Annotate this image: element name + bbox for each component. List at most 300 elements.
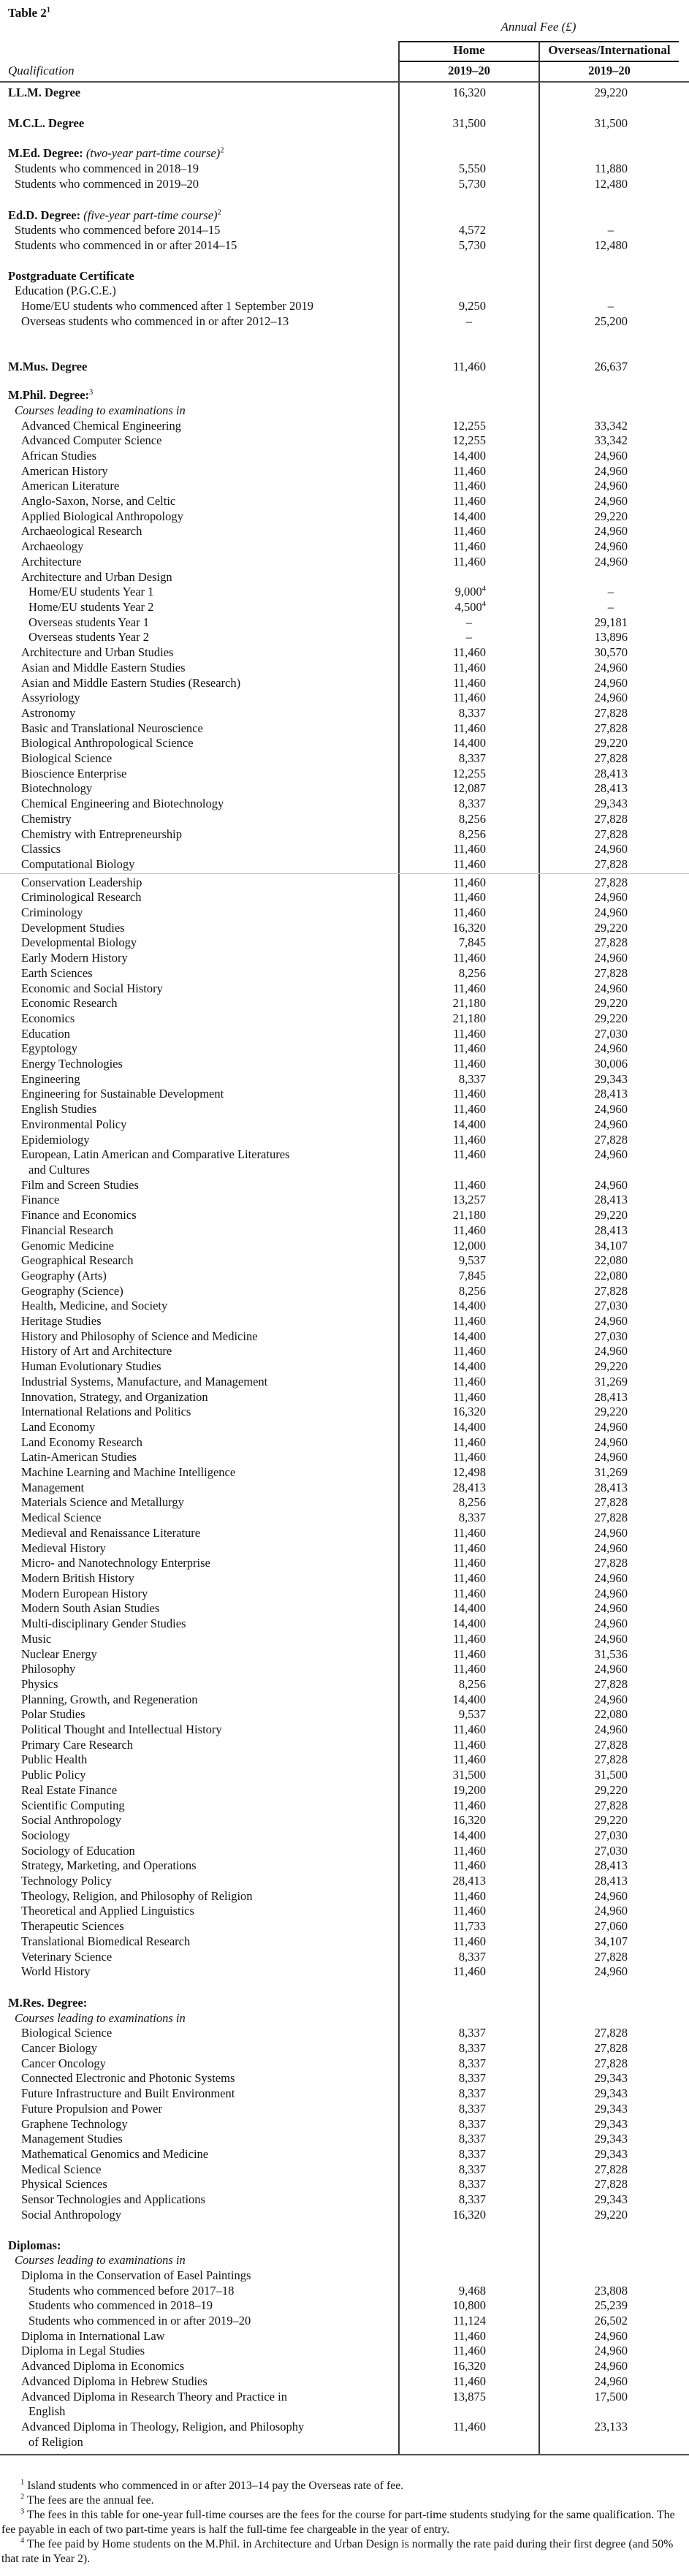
table-row xyxy=(0,269,689,284)
footnotes xyxy=(1,2479,688,2566)
overseas-fee-value: 29,220 xyxy=(594,1813,628,1828)
qualification-label: Students who commenced in 2018–19 xyxy=(15,162,199,176)
overseas-fee-cell xyxy=(538,1481,680,1496)
qualification-cell xyxy=(0,1133,399,1148)
overseas-fee-cell xyxy=(538,1495,680,1511)
qualification-label: World History xyxy=(21,1964,91,1979)
table-row xyxy=(0,2086,689,2102)
table-row xyxy=(0,1587,689,1602)
home-fee-value: – xyxy=(465,615,472,629)
overseas-fee-value: 27,828 xyxy=(594,1132,628,1147)
overseas-fee-value: 29,343 xyxy=(594,797,628,811)
qualification-label: Geographical Research xyxy=(21,1253,134,1268)
overseas-fee-cell xyxy=(538,857,680,873)
home-fee-value: 11,460 xyxy=(453,981,486,995)
qualification-label: Home/EU students Year 1 xyxy=(28,585,154,599)
table-row xyxy=(0,842,689,857)
home-fee-value: 11,460 xyxy=(453,2419,486,2433)
overseas-fee-cell xyxy=(538,1344,680,1359)
home-fee-cell xyxy=(399,1616,538,1632)
home-fee-cell xyxy=(399,966,538,981)
qualification-cell xyxy=(0,238,399,254)
qualification-label: Primary Care Research xyxy=(21,1737,134,1752)
table-row xyxy=(0,1828,689,1844)
overseas-fee-value: 27,030 xyxy=(594,1329,628,1343)
overseas-fee-value: 24,960 xyxy=(594,1314,628,1329)
home-fee-cell xyxy=(399,2192,538,2208)
qualification-cell xyxy=(0,1057,399,1072)
home-fee-value: 11,460 xyxy=(453,1737,486,1752)
home-fee-value: – xyxy=(465,630,472,645)
overseas-fee-cell xyxy=(538,1087,680,1102)
home-fee-cell xyxy=(399,767,538,782)
table-row xyxy=(0,1632,689,1647)
home-fee-cell xyxy=(399,781,538,797)
table-row xyxy=(0,2011,689,2026)
footnote-text: The fee paid by Home students on the M.Phil. in Architecture and Urban Design is normally the rate paid during their first degree (and 50% that rate in Year 2). xyxy=(1,2538,674,2565)
qualification-cell xyxy=(0,1117,399,1133)
home-fee-cell xyxy=(399,1934,538,1950)
table-row xyxy=(0,388,689,403)
overseas-fee-value: 29,220 xyxy=(594,736,628,751)
qualification-cell xyxy=(0,403,399,419)
qualification-cell xyxy=(0,2284,399,2299)
overseas-fee-value: 29,220 xyxy=(594,1208,628,1223)
overseas-fee-value: 23,808 xyxy=(594,2283,628,2298)
qualification-cell xyxy=(0,2177,399,2192)
overseas-fee-cell xyxy=(538,2329,680,2344)
table-row xyxy=(0,1344,689,1359)
home-fee-value: 12,255 xyxy=(452,433,486,448)
overseas-fee-cell xyxy=(538,1964,680,1980)
table-row xyxy=(0,1420,689,1435)
home-fee-cell xyxy=(399,1405,538,1420)
table-row xyxy=(0,314,689,330)
overseas-fee-cell xyxy=(538,1208,680,1223)
qualification-label: Chemical Engineering and Biotechnology xyxy=(21,797,224,811)
home-fee-cell xyxy=(399,1738,538,1753)
overseas-fee-cell xyxy=(538,1587,680,1602)
table-row xyxy=(0,1950,689,1965)
home-fee-value: 28,413 xyxy=(452,1480,486,1494)
home-fee-cell xyxy=(399,177,538,192)
qualification-label: Genomic Medicine xyxy=(21,1238,114,1253)
qualification-label: History of Art and Architecture xyxy=(21,1344,172,1359)
overseas-fee-value: 27,828 xyxy=(594,705,628,720)
table-row xyxy=(0,570,689,585)
table-row xyxy=(0,2344,689,2359)
home-fee-cell xyxy=(399,2026,538,2041)
home-fee-cell xyxy=(399,2208,538,2223)
table-row xyxy=(0,146,689,162)
home-fee-cell xyxy=(399,797,538,812)
overseas-fee-cell xyxy=(538,539,680,555)
overseas-fee-value: 24,960 xyxy=(594,1662,628,1676)
table-row xyxy=(0,2390,689,2420)
qualification-cell xyxy=(0,570,399,585)
qualification-cell xyxy=(0,2359,399,2374)
home-fee-value: 11,460 xyxy=(453,645,486,660)
qualification-cell xyxy=(0,1344,399,1359)
home-fee-cell xyxy=(399,1783,538,1798)
home-fee-cell xyxy=(399,1041,538,1057)
qualification-cell xyxy=(0,890,399,905)
qualification-cell xyxy=(0,1299,399,1314)
home-fee-cell xyxy=(399,751,538,767)
qualification-label: Asian and Middle Eastern Studies (Research) xyxy=(21,675,241,690)
home-fee-cell xyxy=(399,1511,538,1526)
qualification-cell xyxy=(0,661,399,676)
table-row xyxy=(0,1390,689,1405)
qualification-cell xyxy=(0,2147,399,2162)
qualification-label: Political Thought and Intellectual History xyxy=(21,1722,222,1737)
qualification-label: Students who commenced in 2019–20 xyxy=(15,176,199,191)
home-fee-cell xyxy=(399,2086,538,2102)
overseas-fee-value: 27,030 xyxy=(594,1828,628,1842)
home-fee-value: 11,460 xyxy=(453,1934,486,1948)
overseas-fee-cell xyxy=(538,2162,680,2178)
qualification-label: Sociology xyxy=(21,1828,70,1842)
overseas-fee-value: 28,413 xyxy=(594,766,628,780)
table-row xyxy=(0,1647,689,1663)
qualification-cell xyxy=(0,1329,399,1345)
overseas-fee-cell xyxy=(538,1692,680,1708)
home-fee-cell xyxy=(399,951,538,966)
home-fee-cell xyxy=(399,1950,538,1965)
qualification-label: Advanced Diploma in Theology, Religion, and Philosophy xyxy=(21,2419,305,2433)
table-row xyxy=(0,2102,689,2117)
qualification-cell xyxy=(0,2238,399,2254)
overseas-fee-cell xyxy=(538,555,680,570)
overseas-fee-cell xyxy=(538,1390,680,1405)
home-fee-value: 11,460 xyxy=(453,1904,486,1918)
home-fee-value: 11,460 xyxy=(453,1450,486,1464)
home-fee-value: 16,320 xyxy=(452,920,486,935)
home-fee-cell xyxy=(399,1768,538,1783)
table-row xyxy=(0,86,689,101)
table-row xyxy=(0,1556,689,1571)
table-row xyxy=(0,615,689,631)
home-fee-cell xyxy=(399,812,538,827)
home-fee-value: 16,320 xyxy=(452,1405,486,1419)
overseas-fee-value: 29,220 xyxy=(594,996,628,1011)
overseas-fee-value: 24,960 xyxy=(594,524,628,539)
table-row xyxy=(0,1874,689,1889)
home-fee-cell xyxy=(399,1253,538,1269)
home-fee-value: 28,413 xyxy=(452,1874,486,1888)
table-row xyxy=(0,1253,689,1269)
overseas-fee-cell xyxy=(538,1556,680,1571)
qualification-cell xyxy=(0,1632,399,1647)
home-fee-cell xyxy=(399,2162,538,2178)
overseas-fee-value: 33,342 xyxy=(594,433,628,448)
qualification-label: Real Estate Finance xyxy=(21,1782,118,1797)
home-fee-value: 8,337 xyxy=(458,2116,486,2131)
overseas-fee-value: 13,896 xyxy=(594,630,628,645)
overseas-fee-value: 24,960 xyxy=(594,1904,628,1918)
home-fee-value: 8,337 xyxy=(458,797,486,811)
home-fee-cell xyxy=(399,1752,538,1768)
table-row xyxy=(0,116,689,132)
home-fee-value: 14,400 xyxy=(452,1329,486,1343)
home-fee-value: 16,320 xyxy=(452,86,486,99)
home-fee-value: 11,460 xyxy=(453,1964,486,1979)
overseas-fee-cell xyxy=(538,767,680,782)
table-row xyxy=(0,676,689,691)
qualification-label: American Literature xyxy=(21,479,120,493)
overseas-fee-cell xyxy=(538,360,680,375)
qualification-label: Innovation, Strategy, and Organization xyxy=(21,1389,208,1404)
overseas-fee-cell xyxy=(538,2298,680,2314)
qualification-cell xyxy=(0,1541,399,1557)
home-fee-cell xyxy=(399,1828,538,1844)
overseas-fee-value: 24,960 xyxy=(594,479,628,493)
overseas-fee-cell xyxy=(538,494,680,509)
home-fee-cell xyxy=(399,1420,538,1435)
table-row xyxy=(0,1722,689,1738)
qualification-cell xyxy=(0,539,399,555)
table-row xyxy=(0,1133,689,1148)
footnote xyxy=(1,2508,688,2537)
table-row xyxy=(0,524,689,539)
qualification-cell xyxy=(0,1375,399,1390)
home-fee-cell xyxy=(399,1057,538,1072)
home-fee-cell xyxy=(399,2284,538,2299)
home-fee-cell xyxy=(399,691,538,706)
home-fee-value: 11,460 xyxy=(453,951,486,965)
home-fee-cell xyxy=(399,1223,538,1239)
qualification-label: Epidemiology xyxy=(21,1132,90,1147)
overseas-fee-value: 24,960 xyxy=(594,1419,628,1434)
home-fee-value: 14,400 xyxy=(452,1419,486,1434)
home-fee-cell xyxy=(399,449,538,464)
overseas-fee-cell xyxy=(538,2177,680,2192)
qualification-cell xyxy=(0,2071,399,2086)
qualification-label: Management xyxy=(21,1480,85,1494)
home-fee-value: 11,460 xyxy=(453,524,486,539)
qualification-cell xyxy=(0,1692,399,1708)
table-row xyxy=(0,1526,689,1541)
overseas-fee-cell xyxy=(538,433,680,449)
overseas-fee-value: 24,960 xyxy=(594,463,628,478)
table-row xyxy=(0,781,689,797)
overseas-fee-cell xyxy=(538,1874,680,1889)
qualification-cell xyxy=(0,2314,399,2329)
qualification-label: Film and Screen Studies xyxy=(21,1177,139,1192)
home-fee-cell xyxy=(399,1011,538,1027)
overseas-fee-value: – xyxy=(607,299,614,314)
home-fee-value: 4,500 xyxy=(454,599,482,614)
overseas-fee-cell xyxy=(538,1359,680,1375)
home-fee-value: 12,255 xyxy=(452,766,486,780)
home-fee-value: 11,460 xyxy=(453,479,486,493)
overseas-fee-value: 31,536 xyxy=(594,1646,628,1661)
home-fee-value: 16,320 xyxy=(452,2207,486,2222)
qualification-label: Geography (Arts) xyxy=(21,1268,107,1283)
overseas-fee-value: 22,080 xyxy=(594,1707,628,1722)
qualification-cell xyxy=(0,2086,399,2102)
home-fee-cell xyxy=(399,1647,538,1663)
home-fee-cell xyxy=(399,1072,538,1087)
qualification-label: Latin-American Studies xyxy=(21,1450,137,1464)
table-row xyxy=(0,162,689,177)
overseas-fee-value: 24,960 xyxy=(594,1616,628,1631)
home-fee-cell xyxy=(399,996,538,1011)
home-fee-cell xyxy=(399,1239,538,1254)
table-row xyxy=(0,2329,689,2344)
overseas-fee-cell xyxy=(538,1072,680,1087)
overseas-fee-cell xyxy=(538,1889,680,1904)
table-row xyxy=(0,600,689,615)
home-fee-value: 11,460 xyxy=(453,905,486,920)
qualification-label: Advanced Diploma in Economics xyxy=(21,2359,185,2374)
overseas-fee-value: 24,960 xyxy=(594,1631,628,1646)
overseas-fee-value: 22,080 xyxy=(594,1268,628,1283)
qualification-label: Postgraduate Certificate xyxy=(8,268,134,283)
table-row xyxy=(0,1269,689,1284)
qualification-label: Future Propulsion and Power xyxy=(21,2101,162,2116)
overseas-fee-value: 17,500 xyxy=(594,2389,628,2404)
table-row xyxy=(0,2162,689,2178)
overseas-fee-value: 34,107 xyxy=(594,1934,628,1948)
qualification-label: Strategy, Marketing, and Operations xyxy=(21,1858,197,1873)
overseas-fee-value: 24,960 xyxy=(594,1586,628,1600)
overseas-fee-cell xyxy=(538,1041,680,1057)
column-header-overseas: Overseas/International xyxy=(548,43,671,57)
home-fee-value: 11,460 xyxy=(453,1435,486,1449)
table-row xyxy=(0,1299,689,1314)
overseas-fee-cell xyxy=(538,1647,680,1663)
qualification-cell xyxy=(0,1147,399,1177)
qualification-label: Chemistry with Entrepreneurship xyxy=(21,827,182,841)
qualification-label: M.C.L. Degree xyxy=(8,115,85,130)
overseas-fee-cell xyxy=(538,996,680,1011)
table-row xyxy=(0,464,689,479)
home-fee-cell xyxy=(399,1375,538,1390)
overseas-fee-value: 27,828 xyxy=(594,1676,628,1691)
overseas-fee-cell xyxy=(538,2390,680,2405)
qualification-label: Diploma in International Law xyxy=(21,2328,165,2343)
overseas-fee-value: 27,828 xyxy=(594,965,628,980)
overseas-fee-cell xyxy=(538,2374,680,2390)
home-fee-cell xyxy=(399,736,538,751)
qualification-cell xyxy=(0,2026,399,2041)
home-fee-value: 14,400 xyxy=(452,448,486,463)
home-fee-value: 11,460 xyxy=(453,1798,486,1812)
qualification-label: Geography (Science) xyxy=(21,1283,123,1298)
home-fee-value: 14,400 xyxy=(452,1359,486,1374)
home-fee-cell xyxy=(399,299,538,314)
qualification-cell xyxy=(0,1435,399,1451)
qualification-label: Machine Learning and Machine Intelligence xyxy=(21,1465,236,1480)
overseas-fee-cell xyxy=(538,875,680,891)
qualification-cell xyxy=(0,1027,399,1042)
qualification-cell xyxy=(0,2102,399,2117)
qualification-cell xyxy=(0,299,399,314)
overseas-fee-value: 24,960 xyxy=(594,1147,628,1162)
overseas-fee-value: 29,343 xyxy=(594,2101,628,2116)
qualification-label: Energy Technologies xyxy=(21,1057,123,1071)
qualification-cell xyxy=(0,86,399,101)
home-fee-cell xyxy=(399,857,538,873)
overseas-fee-cell xyxy=(538,1677,680,1692)
qualification-label: Cancer Biology xyxy=(21,2041,98,2056)
overseas-fee-cell xyxy=(538,721,680,737)
overseas-fee-value: 27,030 xyxy=(594,1299,628,1313)
qualification-label: Physical Sciences xyxy=(21,2177,107,2192)
qualification-cell xyxy=(0,751,399,767)
overseas-fee-value: 27,828 xyxy=(594,856,628,871)
home-fee-cell xyxy=(399,1329,538,1345)
qualification-cell xyxy=(0,1526,399,1541)
table-row xyxy=(0,2071,689,2086)
overseas-fee-cell xyxy=(538,2071,680,2086)
home-fee-cell xyxy=(399,2390,538,2405)
home-fee-value: 8,337 xyxy=(458,2101,486,2116)
overseas-fee-value: 27,828 xyxy=(594,751,628,766)
overseas-fee-cell xyxy=(538,2026,680,2041)
annual-fee-header: Annual Fee (£) xyxy=(500,20,576,34)
overseas-fee-cell xyxy=(538,1798,680,1814)
qualification-label: Heritage Studies xyxy=(21,1314,102,1329)
home-fee-cell xyxy=(399,2177,538,2192)
overseas-fee-value: 30,570 xyxy=(594,645,628,660)
home-fee-cell xyxy=(399,1465,538,1481)
overseas-fee-cell xyxy=(538,2147,680,2162)
home-fee-value: 11,460 xyxy=(453,890,486,905)
home-fee-value: 11,460 xyxy=(453,1026,486,1041)
qualification-cell xyxy=(0,1556,399,1571)
overseas-fee-cell xyxy=(538,1253,680,1269)
overseas-fee-value: 24,960 xyxy=(594,1964,628,1979)
qualification-cell xyxy=(0,1450,399,1465)
table-row xyxy=(0,1692,689,1708)
overseas-fee-cell xyxy=(538,1783,680,1798)
qualification-label: Sociology of Education xyxy=(21,1843,135,1858)
overseas-fee-cell xyxy=(538,1526,680,1541)
home-fee-value: 11,460 xyxy=(453,1662,486,1676)
qualification-cell xyxy=(0,1813,399,1828)
overseas-fee-cell xyxy=(538,479,680,494)
home-fee-value: 12,087 xyxy=(452,781,486,796)
home-fee-value: 11,460 xyxy=(453,1631,486,1646)
qualification-label: Early Modern History xyxy=(21,951,128,965)
overseas-fee-value: 27,828 xyxy=(594,935,628,950)
qualification-label-italic: (two-year part-time course) xyxy=(83,146,221,161)
qualification-cell xyxy=(0,951,399,966)
qualification-label: Translational Biomedical Research xyxy=(21,1934,191,1948)
home-fee-value: 11,460 xyxy=(453,1147,486,1162)
home-fee-cell xyxy=(399,2344,538,2359)
overseas-fee-value: 27,828 xyxy=(594,1556,628,1570)
qualification-label: Criminological Research xyxy=(21,890,142,905)
home-fee-value: 11,460 xyxy=(453,2374,486,2388)
overseas-fee-cell xyxy=(538,981,680,997)
home-fee-cell xyxy=(399,1889,538,1904)
home-fee-cell xyxy=(399,1587,538,1602)
overseas-fee-cell xyxy=(538,661,680,676)
overseas-fee-cell xyxy=(538,1768,680,1783)
overseas-fee-cell xyxy=(538,797,680,812)
home-fee-value: 14,400 xyxy=(452,1692,486,1706)
home-fee-cell xyxy=(399,706,538,721)
qualification-label: Connected Electronic and Photonic Systems xyxy=(21,2071,235,2086)
table-row xyxy=(0,1571,689,1587)
table-row xyxy=(0,951,689,966)
table-row xyxy=(0,996,689,1011)
qualification-label: Land Economy xyxy=(21,1419,96,1434)
overseas-fee-value: 29,343 xyxy=(594,2132,628,2146)
